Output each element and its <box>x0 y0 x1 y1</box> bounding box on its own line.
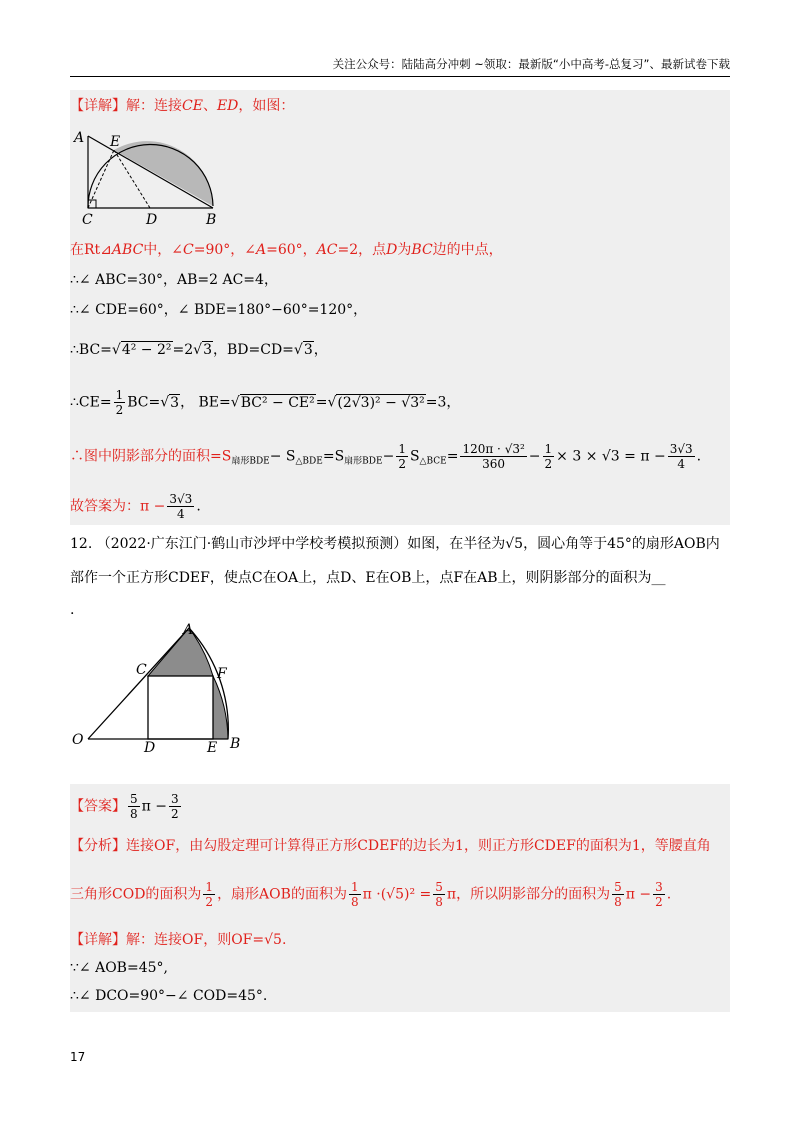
label-B: B <box>230 736 241 752</box>
step-6: ∴图中阴影部分的面积$=S_{扇形BDE}- S_{\triangle BDE}=S_{扇形BDE}-$ $\frac{1}{2}$ $S_{\triangle BCE}=$ $\frac{\text{120π · √3²}}{360}$ − $\frac{1}{2}$ × 3 × √3 = π − $\frac{3√3}{4}$ . <box>70 442 702 471</box>
question-12-line-1: 12. （2022·广东江门·鹤山市沙坪中学校考模拟预测）如图，在半径为√5，圆心角等于45°的扇形AOB内 <box>70 536 720 552</box>
label-A: A <box>74 130 85 146</box>
header-rule <box>70 76 730 77</box>
detail-block-1 <box>70 90 730 525</box>
label-B: B <box>206 212 217 228</box>
analysis-line-1: 【分析】连接OF，由勾股定理可计算得正方形CDEF的边长为1，则正方形CDEF的面积为1，等腰直角 <box>70 838 711 854</box>
detail-2-line-1: 【详解】解：连接OF，则OF=√5. <box>70 932 287 948</box>
analysis-line-2: 三角形COD的面积为 $\frac{1}{2}$ ，扇形AOB的面积为 $\frac{1}{8}$ π ·(√5)² = $\frac{5}{8}$ π，所以阴影部分的面积为 $\frac{5}{8}$ π − $\frac{3}{2}$ . <box>70 880 672 909</box>
detail-2-line-3: ∴∠ DCO=90°−∠ COD=45°. <box>70 988 268 1004</box>
label-F: F <box>217 666 227 682</box>
step-4: ∴BC=√4² − 2²=2√3，BD=CD=√3， <box>70 342 328 358</box>
label-O: O <box>72 732 84 748</box>
label-C: C <box>82 212 93 228</box>
sector-square-figure <box>70 620 260 760</box>
solution-block <box>70 784 730 1012</box>
label-D: D <box>144 740 156 756</box>
question-12-line-2: 部作一个正方形CDEF，使点C在OA上，点D、E在OB上，点F在AB上，则阴影部分的面积为__ <box>70 570 666 586</box>
answer-line-2: 【答案】 $\frac{5}{8}$ π − $\frac{3}{2}$ <box>70 792 179 821</box>
label-C: C <box>136 662 147 678</box>
label-D: D <box>146 212 158 228</box>
step-3: ∴∠ CDE=60°，∠ BDE=180°−60°=120°， <box>70 302 368 318</box>
detail-intro: 【详解】解：连接CE、ED，如图： <box>70 98 295 114</box>
step-5: ∴CE= $\frac{1}{2}$ BC=√3， BE=√BC² − CE²=√(2√3)² − √3²=3， <box>70 388 461 417</box>
detail-2-line-2: ∵∠ AOB=45°, <box>70 960 168 976</box>
step-2: ∴∠ ABC=30°，AB=2 AC=4， <box>70 272 278 288</box>
label-E: E <box>110 134 121 150</box>
page-header: 关注公众号：陆陆高分冲刺 ~领取：最新版“小中高考-总复习”、最新试卷下载 <box>332 57 730 71</box>
answer-line-1: 故答案为：π − $\frac{3√3}{4}$ . <box>70 492 201 521</box>
page-number: 17 <box>70 1050 86 1064</box>
step-1: 在Rt⊿ABC中，∠C=90°，∠A=60°，AC=2，点D为BC边的中点， <box>70 242 503 258</box>
question-12-line-3: . <box>70 602 75 618</box>
label-E: E <box>207 740 218 756</box>
label-A: A <box>183 622 194 638</box>
semicircle-figure <box>70 128 230 228</box>
